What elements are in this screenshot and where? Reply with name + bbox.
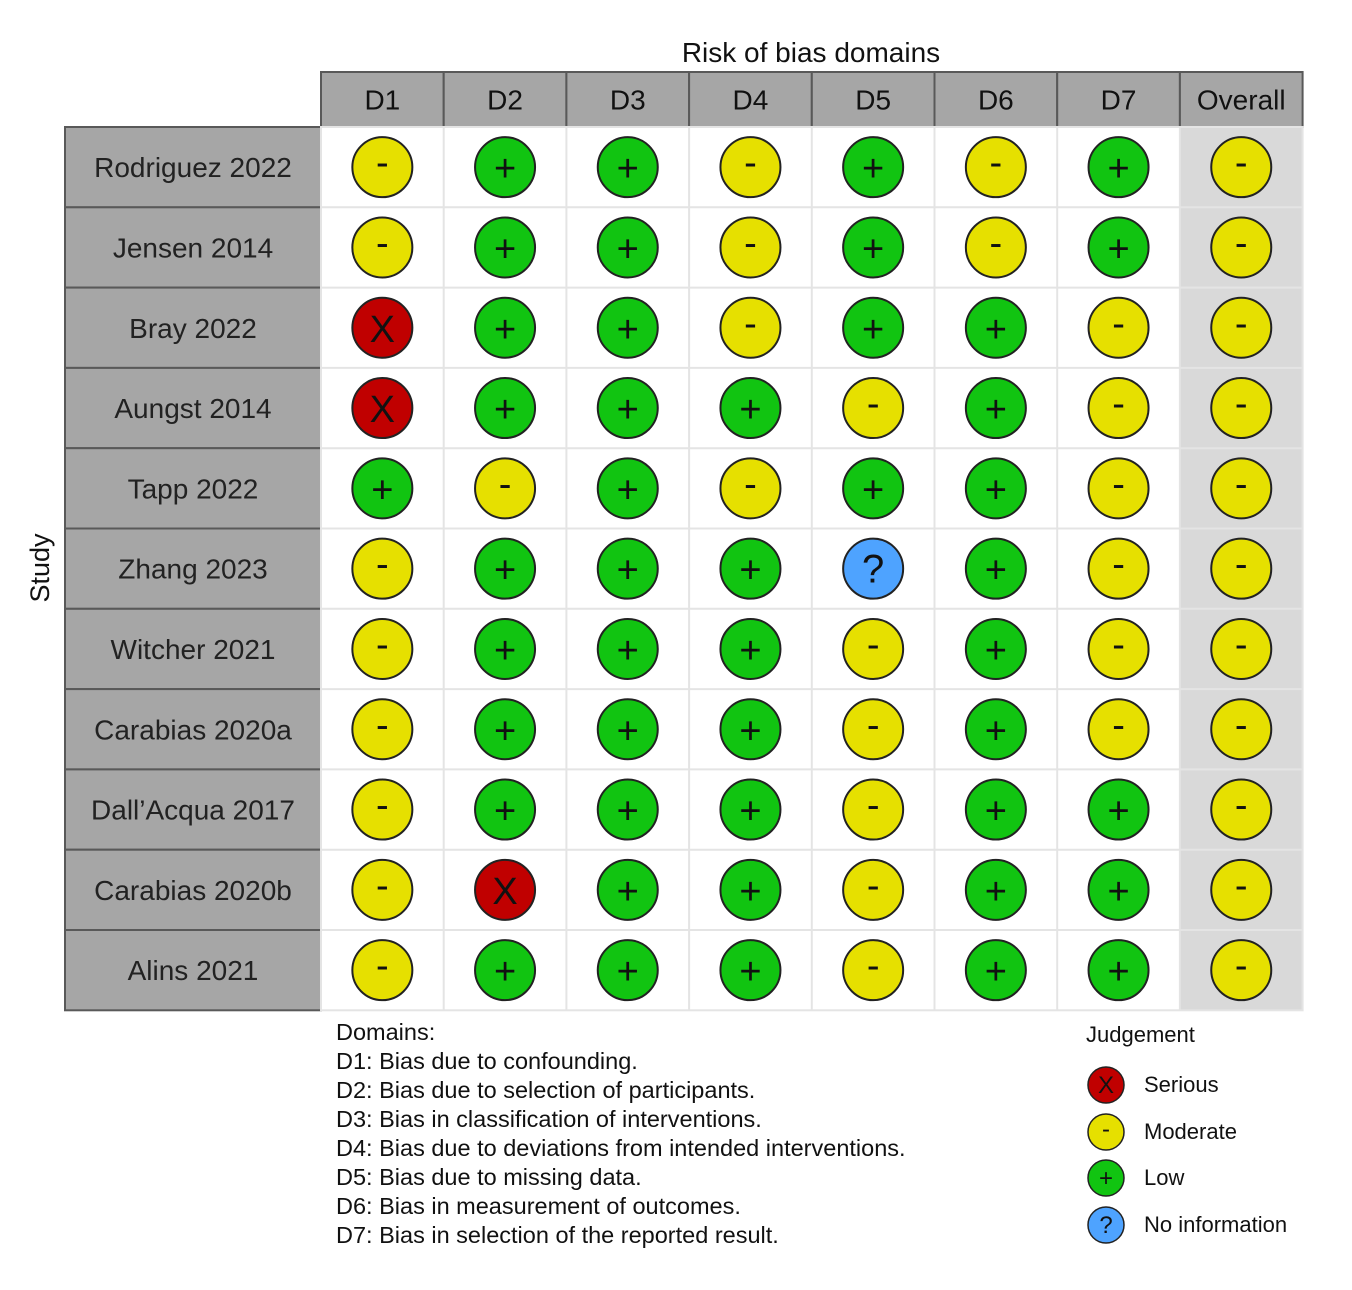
judgement-symbol: +	[493, 389, 517, 432]
judgement-symbol: +	[739, 389, 762, 432]
judgement-mark-witcher-2021-d3	[598, 619, 658, 679]
judgement-symbol: -	[989, 222, 1003, 265]
judgement-symbol: +	[616, 870, 639, 913]
judgement-symbol: -	[744, 222, 757, 265]
judgement-mark-carabias-2020b-d7	[1089, 860, 1149, 920]
study-label: Witcher 2021	[110, 633, 276, 665]
domain-header-d6: D6	[977, 84, 1014, 116]
judgement-symbol: +	[739, 951, 762, 994]
judgement-symbol: -	[1112, 623, 1125, 666]
study-axis-label: Study	[25, 533, 55, 603]
study-label: Dall’Acqua 2017	[91, 794, 295, 826]
judgement-mark-dall-acqua-2017-d3	[598, 780, 658, 840]
judgement-mark-zhang-2023-d1	[352, 539, 412, 599]
judgement-legend-items	[1086, 1062, 1346, 1248]
judgement-symbol: -	[498, 463, 512, 506]
judgement-symbol: -	[866, 623, 880, 666]
judgement-symbol: -	[1112, 302, 1125, 345]
study-label: Jensen 2014	[112, 232, 274, 264]
legend-item-serious	[1086, 1062, 1346, 1109]
judgement-mark-tapp-2022-d3	[598, 458, 658, 518]
judgement-symbol: -	[376, 784, 389, 827]
judgement-symbol: +	[493, 148, 517, 191]
judgement-mark-dall-acqua-2017-d5	[843, 780, 903, 840]
judgement-mark-alins-2021-d3	[598, 940, 658, 1000]
judgement-mark-jensen-2014-d1	[352, 217, 412, 277]
judgement-symbol: +	[1107, 870, 1130, 913]
judgement-mark-dall-acqua-2017-d6	[966, 780, 1026, 840]
judgement-mark-rodriguez-2022-overall	[1211, 137, 1271, 197]
judgement-mark-carabias-2020b-d2	[475, 860, 535, 920]
legend-no-info-icon	[1086, 1205, 1126, 1245]
judgement-mark-alins-2021-d5	[843, 940, 903, 1000]
judgement-mark-alins-2021-d2	[475, 940, 535, 1000]
judgement-symbol: -	[376, 864, 389, 907]
judgement-mark-aungst-2014-overall	[1211, 378, 1271, 438]
svg-text:X: X	[1097, 1072, 1115, 1100]
judgement-mark-witcher-2021-d5	[843, 619, 903, 679]
judgement-mark-zhang-2023-d2	[475, 539, 535, 599]
domain-header-d3: D3	[609, 84, 646, 116]
study-label: Tapp 2022	[127, 473, 259, 505]
judgement-symbol: +	[984, 308, 1007, 351]
legend-serious-icon	[1086, 1065, 1126, 1105]
judgement-mark-bray-2022-d7	[1089, 298, 1149, 358]
judgement-symbol: -	[1112, 704, 1125, 747]
judgement-symbol: -	[866, 383, 880, 426]
judgement-symbol: +	[984, 870, 1007, 913]
judgement-mark-carabias-2020a-d2	[475, 699, 535, 759]
judgement-symbol: +	[739, 710, 762, 753]
judgement-symbol: -	[376, 543, 389, 586]
judgement-symbol: -	[866, 864, 880, 907]
judgement-symbol: +	[493, 710, 517, 753]
judgement-symbol: -	[1234, 623, 1248, 666]
judgement-symbol: -	[866, 704, 880, 747]
judgement-mark-jensen-2014-d2	[475, 217, 535, 277]
judgement-symbol: +	[984, 629, 1007, 672]
judgement-mark-alins-2021-d1	[352, 940, 412, 1000]
judgement-symbol: -	[376, 704, 389, 747]
judgement-mark-tapp-2022-d4	[720, 458, 780, 518]
study-label: Rodriguez 2022	[94, 152, 292, 184]
judgement-mark-carabias-2020a-overall	[1211, 699, 1271, 759]
judgement-mark-carabias-2020b-d5	[843, 860, 903, 920]
judgement-mark-dall-acqua-2017-d7	[1089, 780, 1149, 840]
judgement-mark-bray-2022-d3	[598, 298, 658, 358]
judgement-symbol: -	[744, 142, 757, 185]
judgement-symbol: +	[862, 148, 885, 191]
judgement-symbol: -	[866, 945, 880, 988]
judgement-symbol: +	[862, 469, 885, 512]
judgement-mark-rodriguez-2022-d6	[966, 137, 1026, 197]
judgement-symbol: -	[744, 302, 757, 345]
judgement-symbol: -	[1112, 543, 1125, 586]
judgement-symbol: +	[1107, 951, 1130, 994]
judgement-symbol: +	[616, 148, 639, 191]
judgement-symbol: +	[616, 469, 639, 512]
judgement-mark-rodriguez-2022-d4	[720, 137, 780, 197]
judgement-symbol: -	[1112, 383, 1125, 426]
judgement-symbol: -	[376, 222, 389, 265]
judgement-mark-aungst-2014-d5	[843, 378, 903, 438]
judgement-symbol: +	[616, 951, 639, 994]
judgement-symbol: +	[1107, 228, 1130, 271]
judgement-mark-alins-2021-d6	[966, 940, 1026, 1000]
judgement-mark-carabias-2020a-d1	[352, 699, 412, 759]
judgement-mark-aungst-2014-d1	[352, 378, 412, 438]
legend-label-moderate: Moderate	[1144, 1118, 1237, 1144]
judgement-mark-zhang-2023-overall	[1211, 539, 1271, 599]
study-label: Alins 2021	[127, 955, 259, 987]
judgement-mark-zhang-2023-d7	[1089, 539, 1149, 599]
legend-item-moderate	[1086, 1109, 1346, 1156]
judgement-symbol: -	[1234, 222, 1248, 265]
judgement-symbol: +	[493, 549, 517, 592]
judgement-mark-witcher-2021-d1	[352, 619, 412, 679]
judgement-mark-carabias-2020b-d1	[352, 860, 412, 920]
judgement-mark-zhang-2023-d4	[720, 539, 780, 599]
domain-legend-item-d4: D4: Bias due to deviations from intended interventions.	[336, 1135, 906, 1161]
judgement-mark-bray-2022-d5	[843, 298, 903, 358]
judgement-symbol: +	[1107, 148, 1130, 191]
judgement-mark-rodriguez-2022-d3	[598, 137, 658, 197]
judgement-symbol: X	[369, 389, 396, 432]
judgement-symbol: +	[984, 549, 1007, 592]
judgement-mark-dall-acqua-2017-d2	[475, 780, 535, 840]
domain-header-d7: D7	[1100, 84, 1137, 116]
judgement-mark-alins-2021-overall	[1211, 940, 1271, 1000]
judgement-mark-bray-2022-d4	[720, 298, 780, 358]
judgement-mark-dall-acqua-2017-d1	[352, 780, 412, 840]
judgement-symbol: -	[1234, 383, 1248, 426]
judgement-symbol: +	[493, 308, 517, 351]
judgement-symbol: -	[376, 945, 389, 988]
judgement-mark-carabias-2020a-d7	[1089, 699, 1149, 759]
svg-text:-: -	[1102, 1115, 1110, 1143]
judgement-mark-dall-acqua-2017-overall	[1211, 780, 1271, 840]
judgement-symbol: +	[739, 549, 762, 592]
judgement-symbol: -	[376, 623, 389, 666]
judgement-mark-tapp-2022-d6	[966, 458, 1026, 518]
study-label: Aungst 2014	[114, 393, 272, 425]
legend-item-no-info	[1086, 1202, 1346, 1249]
legend-label-low: Low	[1144, 1165, 1185, 1191]
judgement-symbol: +	[371, 469, 394, 512]
judgement-mark-witcher-2021-overall	[1211, 619, 1271, 679]
judgement-mark-bray-2022-d6	[966, 298, 1026, 358]
judgement-symbol: +	[984, 951, 1007, 994]
judgement-symbol: +	[493, 629, 517, 672]
judgement-symbol: -	[1234, 463, 1248, 506]
judgement-symbol: +	[493, 228, 517, 271]
judgement-mark-carabias-2020b-d3	[598, 860, 658, 920]
judgement-mark-rodriguez-2022-d5	[843, 137, 903, 197]
judgement-symbol: -	[376, 142, 389, 185]
judgement-mark-carabias-2020a-d3	[598, 699, 658, 759]
judgement-mark-bray-2022-overall	[1211, 298, 1271, 358]
judgement-mark-carabias-2020b-d6	[966, 860, 1026, 920]
judgement-symbol: -	[1234, 302, 1248, 345]
judgement-mark-jensen-2014-d3	[598, 217, 658, 277]
judgement-mark-tapp-2022-overall	[1211, 458, 1271, 518]
judgement-mark-tapp-2022-d1	[352, 458, 412, 518]
judgement-mark-jensen-2014-d6	[966, 217, 1026, 277]
judgement-symbol: -	[1234, 784, 1248, 827]
judgement-mark-witcher-2021-d2	[475, 619, 535, 679]
svg-text:+: +	[1098, 1165, 1114, 1193]
judgement-symbol: +	[616, 308, 639, 351]
svg-text:?: ?	[1099, 1211, 1113, 1239]
judgement-mark-jensen-2014-d7	[1089, 217, 1149, 277]
judgement-symbol: -	[744, 463, 757, 506]
judgement-symbol: -	[866, 784, 880, 827]
judgement-mark-aungst-2014-d2	[475, 378, 535, 438]
judgement-symbol: +	[493, 951, 517, 994]
domain-header-overall: Overall	[1196, 84, 1286, 116]
judgement-mark-zhang-2023-d5	[843, 539, 903, 599]
legend-low-icon	[1086, 1158, 1126, 1198]
judgement-mark-carabias-2020b-overall	[1211, 860, 1271, 920]
judgement-mark-zhang-2023-d3	[598, 539, 658, 599]
judgement-symbol: +	[616, 629, 639, 672]
judgement-symbol: X	[492, 870, 518, 913]
judgement-symbol: -	[1234, 864, 1248, 907]
judgement-symbol: -	[1234, 945, 1248, 988]
domains-legend-title: Domains:	[336, 1019, 436, 1045]
judgement-mark-rodriguez-2022-d2	[475, 137, 535, 197]
domain-legend-item-d5: D5: Bias due to missing data.	[336, 1164, 642, 1190]
judgement-mark-aungst-2014-d4	[720, 378, 780, 438]
judgement-symbol: +	[616, 790, 639, 833]
judgement-mark-carabias-2020b-d4	[720, 860, 780, 920]
judgement-symbol: +	[616, 228, 639, 271]
study-label: Carabias 2020a	[94, 714, 292, 746]
judgement-symbol: +	[862, 228, 885, 271]
judgement-mark-bray-2022-d1	[352, 298, 412, 358]
study-label: Zhang 2023	[118, 553, 268, 585]
judgement-symbol: -	[1234, 543, 1248, 586]
domain-header-d1: D1	[364, 84, 401, 116]
legend-item-low	[1086, 1155, 1346, 1202]
judgement-legend	[1086, 1020, 1346, 1248]
judgement-symbol: +	[739, 870, 762, 913]
domain-header-d4: D4	[732, 84, 769, 116]
judgement-mark-carabias-2020a-d4	[720, 699, 780, 759]
judgement-mark-aungst-2014-d7	[1089, 378, 1149, 438]
judgement-symbol: +	[616, 710, 639, 753]
domain-legend-item-d3: D3: Bias in classification of interventions.	[336, 1106, 762, 1132]
judgement-mark-bray-2022-d2	[475, 298, 535, 358]
judgement-symbol: +	[616, 389, 639, 432]
grid-layer	[65, 72, 1303, 1010]
study-label: Bray 2022	[129, 312, 257, 344]
judgement-symbol: +	[984, 790, 1007, 833]
judgement-mark-alins-2021-d7	[1089, 940, 1149, 1000]
judgement-symbol: +	[1107, 790, 1130, 833]
legend-label-no-info: No information	[1144, 1211, 1288, 1237]
judgement-symbol: +	[984, 469, 1007, 512]
legend-moderate-icon	[1086, 1112, 1126, 1152]
judgement-symbol: +	[616, 549, 639, 592]
judgement-symbol: +	[862, 308, 885, 351]
judgement-symbol: ?	[862, 547, 885, 592]
judgement-symbol: -	[1234, 142, 1248, 185]
judgement-mark-dall-acqua-2017-d4	[720, 780, 780, 840]
judgement-mark-aungst-2014-d3	[598, 378, 658, 438]
judgement-symbol: +	[984, 389, 1007, 432]
judgement-mark-jensen-2014-d5	[843, 217, 903, 277]
judgement-mark-tapp-2022-d5	[843, 458, 903, 518]
domain-legend-item-d2: D2: Bias due to selection of participants.	[336, 1077, 756, 1103]
judgement-symbol: +	[739, 790, 762, 833]
legend-label-serious: Serious	[1144, 1072, 1219, 1098]
domain-legend-item-d6: D6: Bias in measurement of outcomes.	[336, 1193, 741, 1219]
judgement-symbol: X	[369, 308, 396, 351]
judgement-mark-rodriguez-2022-d7	[1089, 137, 1149, 197]
study-label: Carabias 2020b	[94, 874, 292, 906]
domain-header-d5: D5	[855, 84, 892, 116]
judgement-mark-zhang-2023-d6	[966, 539, 1026, 599]
chart-title: Risk of bias domains	[681, 37, 941, 68]
judgement-symbol: -	[1112, 463, 1125, 506]
judgement-mark-aungst-2014-d6	[966, 378, 1026, 438]
judgement-mark-jensen-2014-overall	[1211, 217, 1271, 277]
judgement-mark-witcher-2021-d6	[966, 619, 1026, 679]
domain-header-d2: D2	[487, 84, 523, 116]
judgement-mark-witcher-2021-d4	[720, 619, 780, 679]
judgement-symbol: +	[984, 710, 1007, 753]
judgement-mark-carabias-2020a-d5	[843, 699, 903, 759]
judgement-mark-rodriguez-2022-d1	[352, 137, 412, 197]
judgement-symbol: +	[739, 629, 762, 672]
judgement-legend-title: Judgement	[1086, 1022, 1195, 1047]
domain-legend-item-d7: D7: Bias in selection of the reported result.	[336, 1222, 779, 1248]
judgement-mark-carabias-2020a-d6	[966, 699, 1026, 759]
judgement-mark-tapp-2022-d2	[475, 458, 535, 518]
judgement-mark-alins-2021-d4	[720, 940, 780, 1000]
judgement-symbol: -	[989, 142, 1003, 185]
judgement-mark-witcher-2021-d7	[1089, 619, 1149, 679]
judgement-symbol: -	[1234, 704, 1248, 747]
judgement-mark-tapp-2022-d7	[1089, 458, 1149, 518]
judgement-symbol: +	[493, 790, 517, 833]
judgement-mark-jensen-2014-d4	[720, 217, 780, 277]
domains-legend	[336, 1018, 1036, 1250]
domain-legend-item-d1: D1: Bias due to confounding.	[336, 1048, 638, 1074]
